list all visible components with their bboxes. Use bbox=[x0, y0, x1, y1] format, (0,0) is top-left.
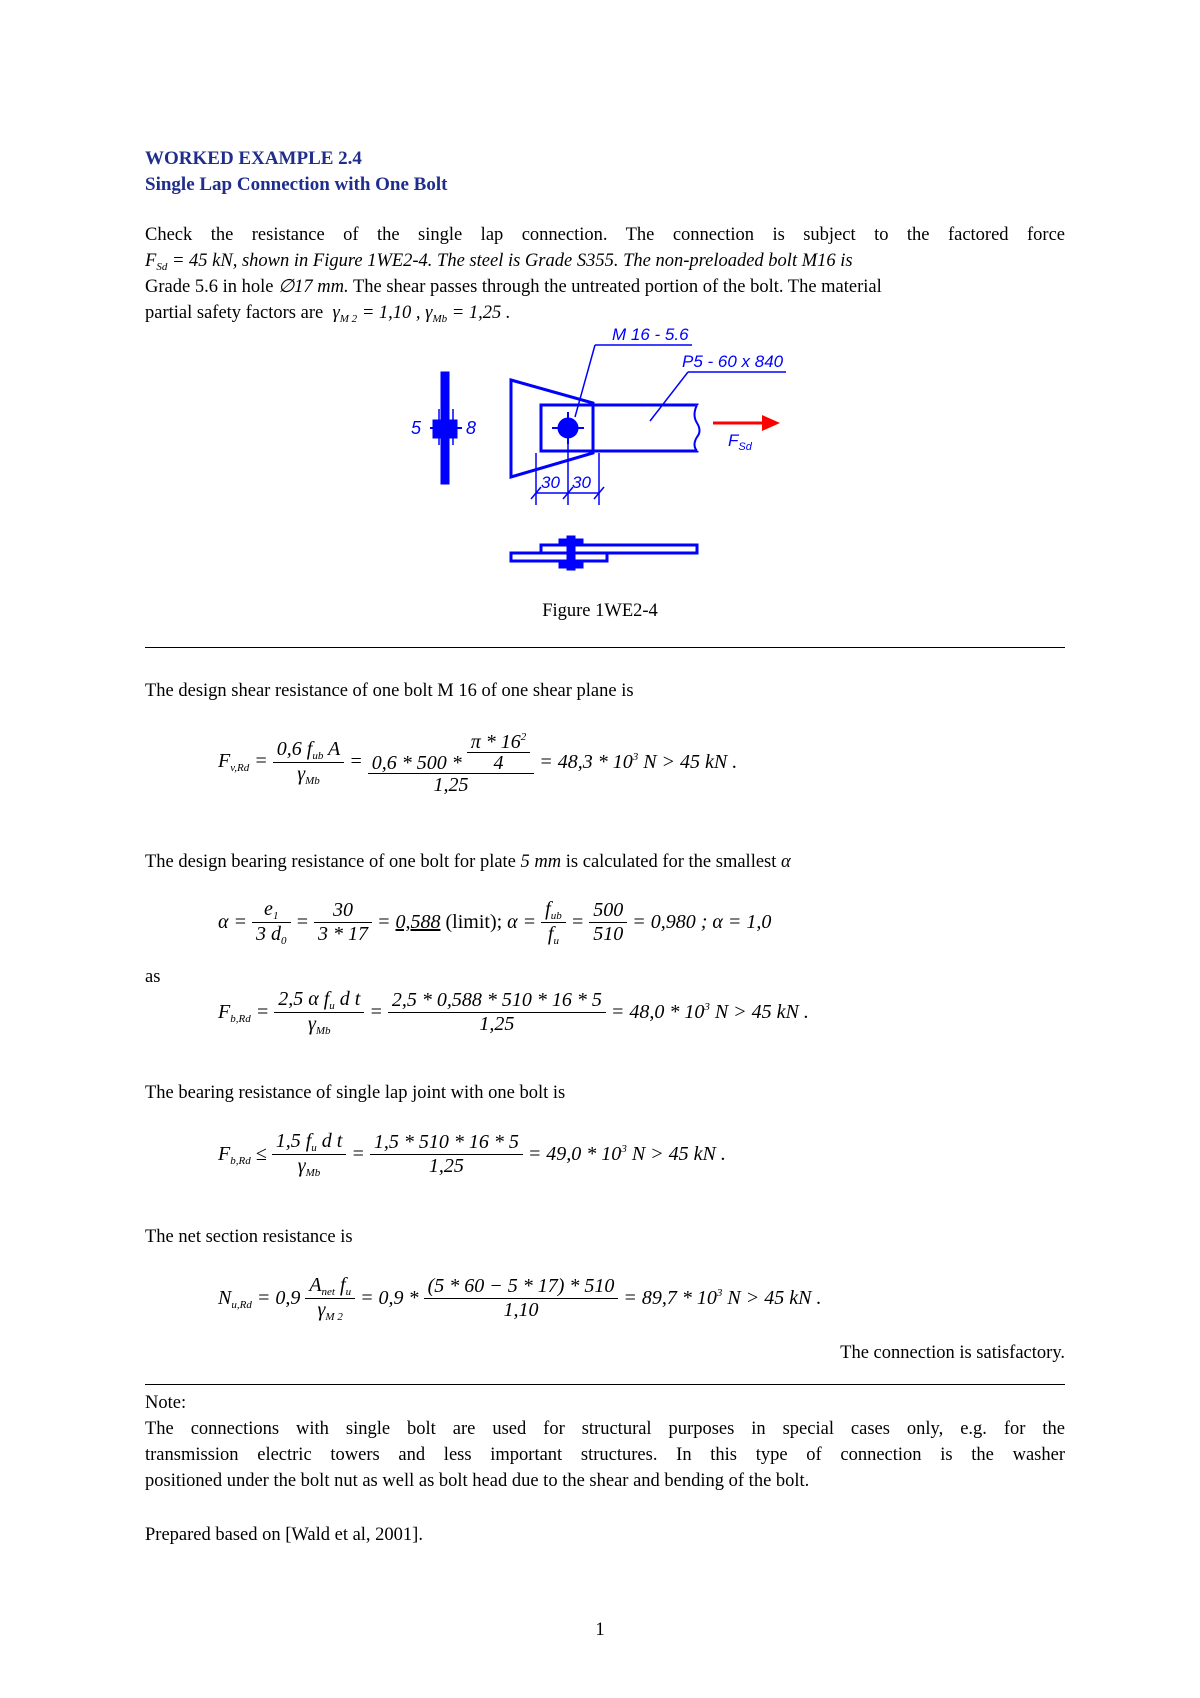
shear-text: The design shear resistance of one bolt M 16 of one shear plane is bbox=[145, 681, 634, 701]
dim-left-label: 5 bbox=[411, 418, 422, 438]
note-line-1: The connections with single bolt are used for structural purposes in special cases only, e.g. for the bbox=[145, 1419, 1065, 1439]
note-line-3: positioned under the bolt nut as well as bolt head due to the shear and bending of the bolt. bbox=[145, 1471, 810, 1491]
force-arrow bbox=[713, 415, 780, 431]
source-text: Prepared based on [Wald et al, 2001]. bbox=[145, 1525, 423, 1545]
single-lap-equation: $F_{b,Rd}$ ≤ $\frac{1,5 f_u d t}{\gamma_{Mb}}$ = $\frac{1,5 * 510 * 16 * 5}{1,25}$ = $49,0 * 10^3$ N > 45 kN . bbox=[218, 1130, 726, 1179]
intro-line-1: Check the resistance of the single lap connection. The connection is subject to the factored force bbox=[145, 225, 1065, 245]
divider-top bbox=[145, 647, 1065, 648]
net-section-equation: $N_{u,Rd} = 0,9$ $\frac{A_{net} f_u}{\gamma_{M 2}}$ = 0,9 * $\frac{(5 * 60 - 5 * 17) * 510}{1,10}$ = $89,7 * 10^3$ N > 45 kN . bbox=[218, 1274, 822, 1323]
example-subtitle: Single Lap Connection with One Bolt bbox=[145, 174, 448, 195]
divider-bottom bbox=[145, 1384, 1065, 1385]
intro-line-2: $F_{Sd} = 45$ kN, shown in Figure 1WE2-4. The steel is Grade S355. The non-preloaded bolt M16 is bbox=[145, 251, 853, 273]
alpha-equation: α = $\frac{e_1}{3 d_0}$ = $\frac{30}{3 * 17}$ = 0,588 (limit); α = $\frac{f_{ub}}{f_u}$ = $\frac{500}{510}$ = 0,980 ; α = 1,0 bbox=[218, 898, 772, 947]
force-label: $F_{Sd}$ bbox=[728, 431, 752, 453]
intro-line-3: Grade 5.6 in hole ∅17 mm. The shear passes through the untreated portion of the bolt. The material bbox=[145, 277, 882, 297]
plate-label: P5 - 60 x 840 bbox=[682, 352, 784, 371]
single-lap-text: The bearing resistance of single lap joint with one bolt is bbox=[145, 1083, 566, 1103]
connection-drawing bbox=[390, 325, 810, 580]
side-view bbox=[430, 373, 462, 483]
note-line-2: transmission electric towers and less important structures. In this type of connection is the washer bbox=[145, 1445, 1065, 1465]
as-text: as bbox=[145, 967, 161, 987]
intro-line-4: partial safety factors are $\gamma_{M 2} = 1,10$ , $\gamma_{Mb} = 1,25$ . bbox=[145, 303, 511, 325]
dim-right-label: 8 bbox=[466, 418, 477, 438]
figure-caption: Figure 1WE2-4 bbox=[542, 601, 658, 621]
bearing-equation: $F_{b,Rd}$ = $\frac{2,5 \alpha f_u d t}{\gamma_{Mb}}$ = $\frac{2,5 * 0,588 * 510 * 16 * 5}{1,25}$ = $48,0 * 10^3$ N > 45 kN . bbox=[218, 988, 809, 1037]
page-number: 1 bbox=[595, 1620, 605, 1640]
elevation-view bbox=[511, 537, 697, 569]
dim-b-label: 30 bbox=[572, 473, 591, 492]
dim-a-label: 30 bbox=[541, 473, 560, 492]
bearing-text: The design bearing resistance of one bolt for plate 5 mm is calculated for the smallest α bbox=[145, 852, 791, 872]
bolt-label: M 16 - 5.6 bbox=[612, 325, 689, 344]
net-section-text: The net section resistance is bbox=[145, 1227, 353, 1247]
conclusion-text: The connection is satisfactory. bbox=[840, 1343, 1065, 1363]
example-title: WORKED EXAMPLE 2.4 bbox=[145, 148, 362, 169]
intro-force-text: = 45 kN, shown in Figure 1WE2-4. The steel is Grade S355. The non-preloaded bolt M16 is bbox=[171, 251, 853, 271]
shear-equation: $F_{v,Rd}$ = $\frac{0,6 f_{ub} A}{\gamma_{Mb}}$ = 0,6 * 500 * $\frac{\pi * 16^2}{4}$ 1,25 = $48,3 * 10^3$ N > 45 kN . bbox=[218, 731, 738, 796]
note-label: Note: bbox=[145, 1393, 187, 1413]
